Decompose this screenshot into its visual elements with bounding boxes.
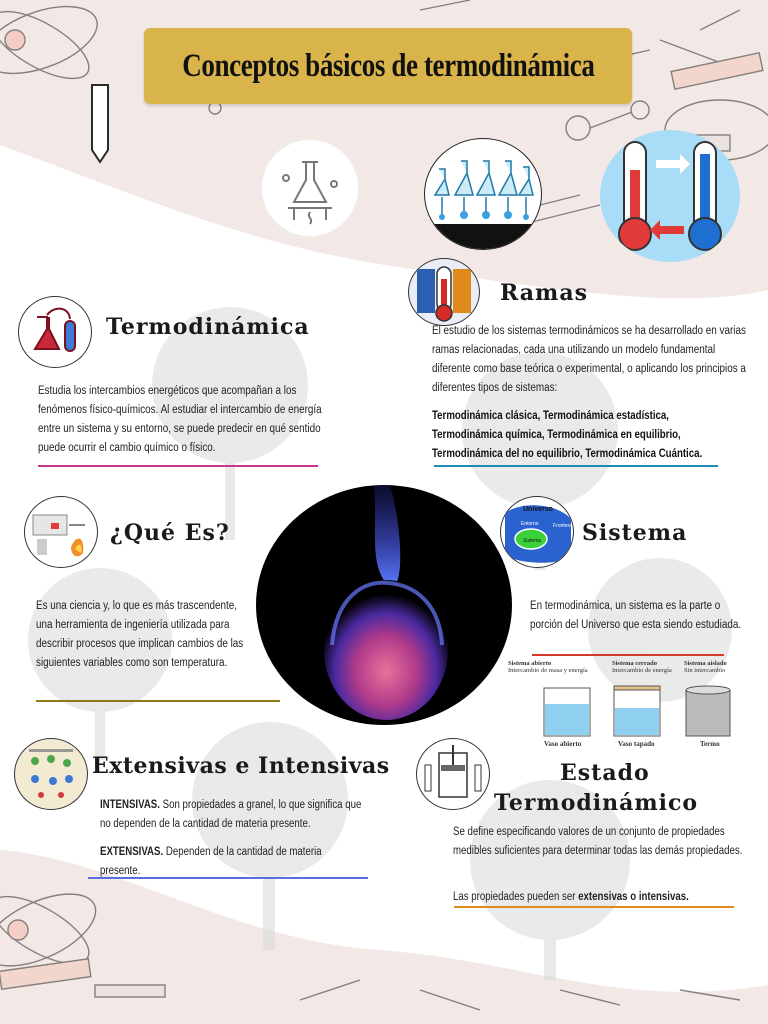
- cerrado-desc: Intercambio de energía: [612, 667, 672, 674]
- extensivas-paragraph: [100, 843, 352, 881]
- containers-drawing: [508, 680, 758, 738]
- sistema-rule: [532, 654, 724, 656]
- estado-heading-line1: Estado: [560, 760, 650, 786]
- extensivas-label: EXTENSIVAS.: [100, 846, 164, 858]
- universe-icon: [500, 496, 574, 568]
- sistema-label: Sistema: [523, 538, 542, 544]
- estado-note-bold: extensivas o intensivas.: [578, 891, 689, 903]
- experiment-icon: [24, 496, 98, 568]
- page-title: Conceptos básicos de termodinámica: [181, 47, 595, 84]
- abierto-caption: Vaso abierto: [544, 740, 582, 748]
- sistema-heading: Sistema: [582, 520, 688, 546]
- extensivas-rule: [88, 877, 368, 879]
- abierto-title: Sistema abierto: [508, 660, 552, 667]
- molecules-icon: [14, 738, 88, 810]
- estado-note-prefix: Las propiedades pueden ser: [453, 891, 579, 903]
- universe-label: Universo: [523, 506, 553, 513]
- flask-burner-icon: [262, 140, 358, 236]
- ramas-heading: Ramas: [500, 280, 588, 306]
- que-es-rule: [36, 700, 280, 702]
- extensivas-text: Dependen de la cantidad de materia presente.: [100, 846, 322, 877]
- systems-figure: [508, 660, 758, 750]
- title-banner: [144, 28, 632, 104]
- termodinamica-heading: Termodinámica: [106, 314, 310, 340]
- estado-rule: [454, 906, 734, 908]
- flame-photo: [256, 485, 512, 725]
- aislado-desc: Sin intercambio: [684, 667, 726, 674]
- termodinamica-text: Estudia los intercambios energéticos que acompañan a los fenómenos físico-químicos. Al estudiar el intercambio de energía entre un sistema y su entorno, se puede predecir en qué sentido puede ocurrir el cambio químico o físico.: [38, 385, 322, 454]
- abierto-desc: Intercambio de masa y energía: [508, 667, 588, 674]
- ramas-list-item-1: Termodinámica clásica, Termodinámica estadística,: [432, 410, 669, 422]
- ramas-list: [432, 407, 751, 464]
- intensivas-text: Son propiedades a granel, lo que significa que no dependen de la cantidad de materia presente.: [100, 799, 362, 830]
- intensivas-paragraph: [100, 796, 369, 834]
- flasks-row-icon: [424, 138, 542, 250]
- estado-note: [453, 888, 747, 907]
- thermometers-icon: [600, 130, 740, 262]
- piston-icon: [416, 738, 490, 810]
- cerrado-title: Sistema cerrado: [612, 660, 657, 667]
- extensivas-heading: Extensivas e Intensivas: [92, 753, 390, 779]
- ramas-list-item-3: Termodinámica del no equilibrio, Termodinámica Cuántica.: [432, 448, 703, 460]
- aislado-caption: Termo: [700, 740, 720, 748]
- aislado-title: Sistema aislado: [684, 660, 727, 667]
- estado-heading-line2: Termodinámico: [494, 790, 699, 816]
- intensivas-label: INTENSIVAS.: [100, 799, 160, 811]
- que-es-text: Es una ciencia y, lo que es más trascendente, una herramienta de ingeniería utilizada para describir procesos que implican cambios de las siguientes variables como son temperatura.: [36, 600, 244, 669]
- entorno-label: Entorno: [521, 521, 539, 527]
- sistema-text: En termodinámica, un sistema es la parte o porción del Universo que esta siendo estudiada.: [530, 600, 742, 631]
- que-es-heading: ¿Qué Es?: [110, 520, 230, 546]
- lab-flask-icon: [18, 296, 92, 368]
- cerrado-caption: Vaso tapado: [618, 740, 655, 748]
- termodinamica-rule: [38, 465, 318, 467]
- estado-text: Se define especificando valores de un conjunto de propiedades medibles suficientes para determinar todas las demás propiedades.: [453, 826, 743, 857]
- ramas-list-item-2: Termodinámica química, Termodinámica en equilibrio,: [432, 429, 681, 441]
- ramas-text: El estudio de los sistemas termodinámicos se ha desarrollado en varias ramas relacionadas, cada una utilizando un modelo fundamental diferente como base teórica o experimental, o aplicando los principios a diferentes tipos de sistemas:: [432, 325, 746, 394]
- thermometer-icon: [408, 258, 480, 326]
- ramas-rule: [434, 465, 718, 467]
- frontera-label: Frontera: [553, 523, 572, 529]
